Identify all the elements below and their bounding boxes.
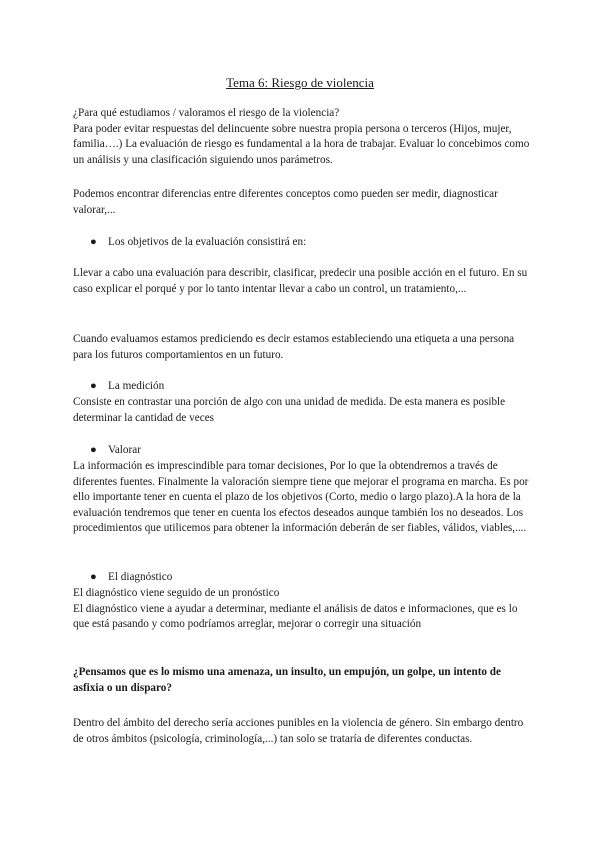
valorar-label: Valorar	[108, 444, 141, 456]
evaluate-paragraph: Cuando evaluamos estamos prediciendo es decir estamos estableciendo una etiqueta a una persona para los futuros comportamientos en un futuro.	[73, 333, 515, 361]
diagnostico-section	[73, 586, 531, 633]
bullet-dot-icon: ●	[90, 380, 97, 392]
diagnostico-line2: El diagnóstico viene a ayudar a determinar, mediante el análisis de datos e informaciones, que es lo que está pasando y como podríamos arreglar, mejorar o corregir una situación	[73, 602, 518, 631]
bullet-valorar	[90, 443, 141, 459]
bold-question: ¿Pensamos que es lo mismo una amenaza, un insulto, un empujón, un golpe, un intento de asfixia o un disparo?	[73, 666, 501, 694]
page-title: Tema 6: Riesgo de violencia	[226, 75, 374, 90]
bullet-medicion	[90, 379, 164, 395]
bullet-dot-icon: ●	[90, 571, 97, 583]
bullet-dot-icon: ●	[90, 236, 97, 248]
intro-answer: Para poder evitar respuestas del delincuente sobre nuestra propia persona o terceros (Hijos, mujer, familia….) La evaluación de riesgo es fundamental a la hora de trabajar. Evaluar lo concebimos como un análisis y una clasificación siguiendo unos parámetros.	[73, 122, 530, 166]
valorar-text: La información es imprescindible para tomar decisiones, Por lo que la obtendremos a través de diferentes fuentes. Finalmente la valoración siempre tiene que mejorar el programa en marcha. Es por ello importante tener en cuenta el plazo de los objetivos (Corto, medio o largo plazo).A la hora de la evaluación tendremos que tener en cuenta los efectos deseados aunque también los no deseados. Los procedimientos que utilicemos para obtener la información deberán de ser fiables, válidos, viables,....	[73, 460, 529, 535]
bullet-objectives	[90, 235, 306, 251]
bullet-objectives-label: Los objetivos de la evaluación consistirá en:	[108, 236, 307, 248]
differences-paragraph: Podemos encontrar diferencias entre diferentes conceptos como pueden ser medir, diagnosticar valorar,...	[73, 188, 498, 216]
bullet-dot-icon: ●	[90, 444, 97, 456]
intro-question: ¿Para qué estudiamos / valoramos el riesgo de la violencia?	[73, 107, 340, 119]
medicion-text: Consiste en contrastar una porción de algo con una unidad de medida. De esta manera es posible determinar la cantidad de veces	[73, 396, 506, 424]
intro-section	[73, 106, 531, 168]
objectives-paragraph: Llevar a cabo una evaluación para describir, clasificar, predecir una posible acción en el futuro. En su caso explicar el porqué y por lo tanto intentar llevar a cabo un control, un tratamiento,...	[73, 267, 528, 295]
final-paragraph: Dentro del ámbito del derecho sería acciones punibles en la violencia de género. Sin embargo dentro de otros ámbitos (psicología, criminología,...) tan solo se trataría de diferentes conductas.	[73, 717, 524, 745]
medicion-label: La medición	[108, 380, 165, 392]
diagnostico-label: El diagnóstico	[108, 571, 173, 583]
diagnostico-line1: El diagnóstico viene seguido de un pronóstico	[73, 587, 280, 599]
bullet-diagnostico	[90, 570, 172, 586]
